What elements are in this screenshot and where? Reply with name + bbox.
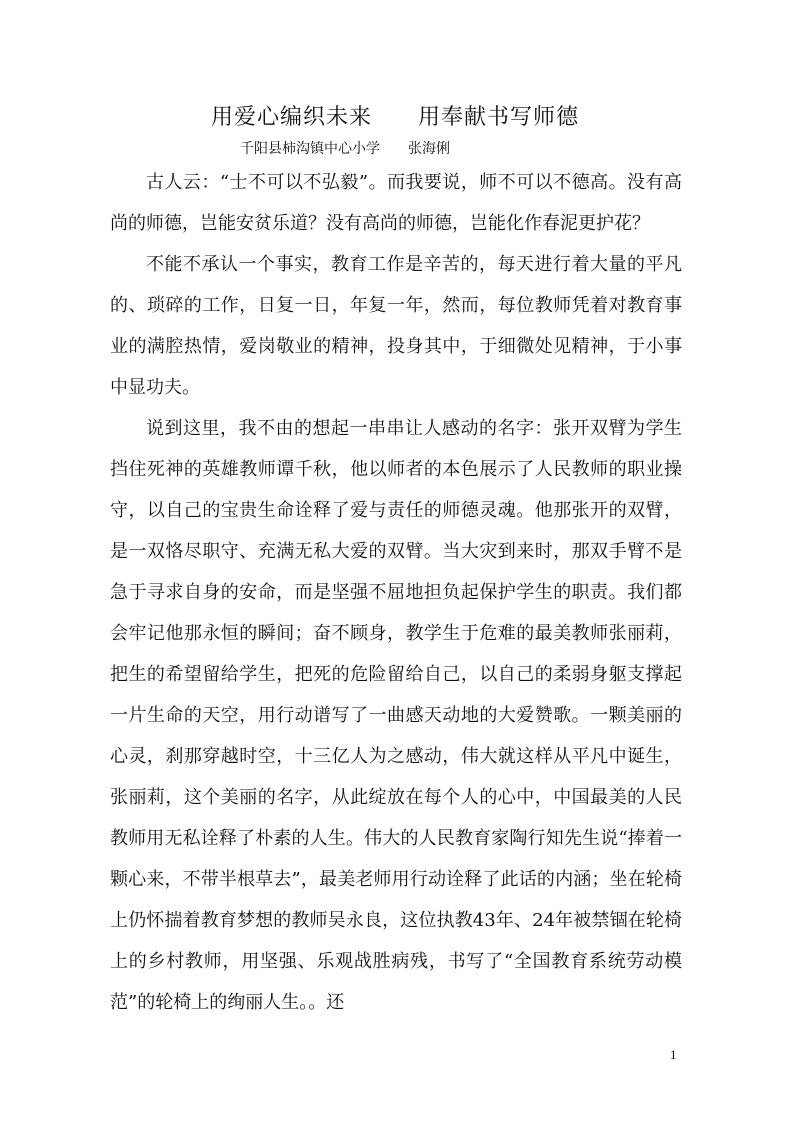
paragraph-work: 不能不承认一个事实，教育工作是辛苦的，每天进行着大量的平凡的、琐碎的工作，日复一日，年复一年，然而，每位教师凭着对教育事业的满腔热情，爱岗敬业的精神，投身其中，于细微处见精神，于小事中显功夫。: [110, 254, 682, 398]
paragraph-examples: 说到这里，我不由的想起一串串让人感动的名字：张开双臂为学生挡住死神的英雄教师谭千秋，他以师者的本色展示了人民教师的职业操守，以自己的宝贵生命诠释了爱与责任的师德灵魂。他那张开的双臂，是一双恪尽职守、充满无私大爱的双臂。当大灾到来时，那双手臂不是急于寻求自身的安命，而是坚强不屈地担负起保护学生的职责。我们都会牢记他那永恒的瞬间；奋不顾身，教学生于危难的最美教师张丽莉，把生的希望留给学生，把死的危险留给自己，以自己的柔弱身躯支撑起一片生命的天空，用行动谱写了一曲感天动地的大爱赞歌。一颗美丽的心灵，刹那穿越时空，十三亿人为之感动，伟大就这样从平凡中诞生，张丽莉，这个美丽的名字，从此绽放在每个人的心中，中国最美的人民教师用无私诠释了朴素的人生。伟大的人民教育家陶行知先生说“捧着一颗心来，不带半根草去”，最美老师用行动诠释了此话的内涵；坐在轮椅上仍怀揣着教育梦想的教师吴永良，这位执教43年、24年被禁锢在轮椅上的乡村教师，用坚强、乐观战胜病残，书写了“全国教育系统劳动模范”的轮椅上的绚丽人生。。还: [110, 418, 682, 1013]
document-title: 用爱心编织未来 用奉献书写师德: [210, 105, 579, 130]
paragraph-intro: 古人云：“士不可以不弘毅”。而我要说，师不可以不德高。没有高尚的师德，岂能安贫乐道？没有高尚的师德，岂能化作春泥更护花？: [110, 172, 682, 234]
author-byline: 千阳县柿沟镇中心小学 张海俐: [240, 141, 450, 157]
page-number: 1: [670, 1047, 677, 1062]
document-body: [110, 162, 682, 1023]
